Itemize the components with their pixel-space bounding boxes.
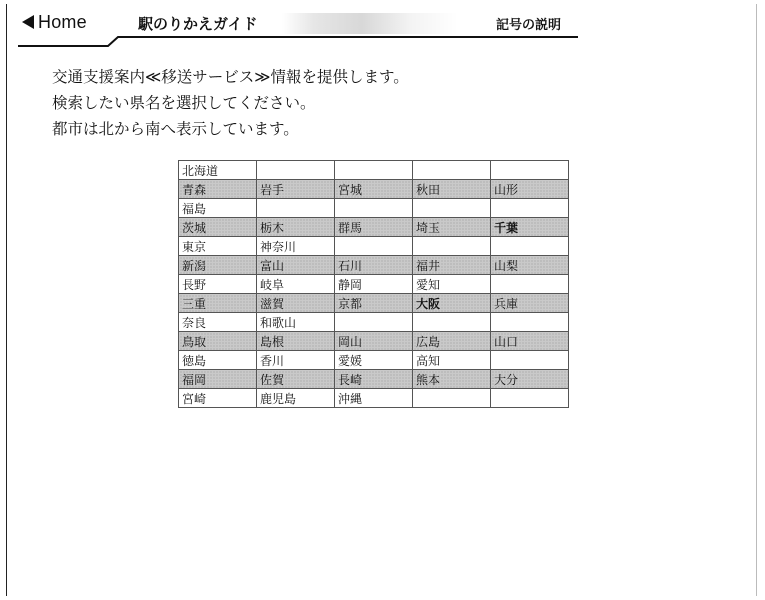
prefecture-cell[interactable]: 福島: [179, 199, 257, 218]
prefecture-cell[interactable]: 宮崎: [179, 389, 257, 408]
left-triangle-arrow-icon: [22, 15, 34, 29]
prefecture-cell[interactable]: 静岡: [335, 275, 413, 294]
prefecture-cell[interactable]: 大分: [491, 370, 569, 389]
prefecture-cell[interactable]: 茨城: [179, 218, 257, 237]
legend-link[interactable]: 記号の説明: [496, 18, 562, 33]
empty-cell: [491, 313, 569, 332]
empty-cell: [413, 161, 491, 180]
prefecture-cell[interactable]: 千葉: [491, 218, 569, 237]
prefecture-cell[interactable]: 神奈川: [257, 237, 335, 256]
header-divider: [18, 34, 578, 48]
prefecture-cell[interactable]: 佐賀: [257, 370, 335, 389]
prefecture-cell[interactable]: 宮城: [335, 180, 413, 199]
table-row: [179, 237, 569, 256]
empty-cell: [491, 237, 569, 256]
page-title: 駅のりかえガイド: [138, 13, 458, 34]
prefecture-cell[interactable]: 群馬: [335, 218, 413, 237]
prefecture-cell[interactable]: 長野: [179, 275, 257, 294]
prefecture-cell[interactable]: 栃木: [257, 218, 335, 237]
prefecture-cell[interactable]: 埼玉: [413, 218, 491, 237]
prefecture-cell[interactable]: 北海道: [179, 161, 257, 180]
empty-cell: [491, 389, 569, 408]
table-row: [179, 275, 569, 294]
prefecture-cell[interactable]: 京都: [335, 294, 413, 313]
prefecture-cell[interactable]: 愛媛: [335, 351, 413, 370]
empty-cell: [335, 199, 413, 218]
prefecture-cell[interactable]: 東京: [179, 237, 257, 256]
prefecture-cell[interactable]: 愛知: [413, 275, 491, 294]
prefecture-cell[interactable]: 岐阜: [257, 275, 335, 294]
empty-cell: [491, 275, 569, 294]
table-row: [179, 370, 569, 389]
prefecture-cell[interactable]: 秋田: [413, 180, 491, 199]
empty-cell: [335, 313, 413, 332]
prefecture-cell[interactable]: 山形: [491, 180, 569, 199]
table-row: [179, 332, 569, 351]
prefecture-cell[interactable]: 沖縄: [335, 389, 413, 408]
table-row: [179, 256, 569, 275]
intro-line: 検索したい県名を選択してください。: [52, 94, 316, 112]
table-row: [179, 389, 569, 408]
table-row: [179, 313, 569, 332]
prefecture-cell[interactable]: 徳島: [179, 351, 257, 370]
prefecture-cell[interactable]: 島根: [257, 332, 335, 351]
home-link[interactable]: [22, 11, 87, 33]
prefecture-cell[interactable]: 山梨: [491, 256, 569, 275]
prefecture-cell[interactable]: 滋賀: [257, 294, 335, 313]
empty-cell: [491, 161, 569, 180]
prefecture-cell[interactable]: 香川: [257, 351, 335, 370]
home-label: Home: [38, 11, 87, 32]
header-bar: [18, 8, 578, 42]
prefecture-cell[interactable]: 福井: [413, 256, 491, 275]
empty-cell: [413, 389, 491, 408]
prefecture-table: [178, 160, 569, 408]
prefecture-cell[interactable]: 熊本: [413, 370, 491, 389]
table-row: [179, 161, 569, 180]
prefecture-cell[interactable]: 石川: [335, 256, 413, 275]
prefecture-cell[interactable]: 青森: [179, 180, 257, 199]
prefecture-cell[interactable]: 奈良: [179, 313, 257, 332]
prefecture-cell[interactable]: 新潟: [179, 256, 257, 275]
prefecture-cell[interactable]: 山口: [491, 332, 569, 351]
empty-cell: [491, 351, 569, 370]
prefecture-cell[interactable]: 広島: [413, 332, 491, 351]
prefecture-cell[interactable]: 鹿児島: [257, 389, 335, 408]
empty-cell: [257, 161, 335, 180]
empty-cell: [335, 161, 413, 180]
prefecture-cell[interactable]: 岡山: [335, 332, 413, 351]
empty-cell: [491, 199, 569, 218]
table-row: [179, 294, 569, 313]
table-row: [179, 218, 569, 237]
intro-line: 都市は北から南へ表示しています。: [52, 120, 299, 138]
table-row: [179, 180, 569, 199]
table-row: [179, 199, 569, 218]
prefecture-cell[interactable]: 和歌山: [257, 313, 335, 332]
prefecture-cell[interactable]: 大阪: [413, 294, 491, 313]
empty-cell: [413, 237, 491, 256]
prefecture-cell[interactable]: 福岡: [179, 370, 257, 389]
prefecture-cell[interactable]: 鳥取: [179, 332, 257, 351]
empty-cell: [335, 237, 413, 256]
table-row: [179, 351, 569, 370]
empty-cell: [413, 199, 491, 218]
empty-cell: [413, 313, 491, 332]
prefecture-cell[interactable]: 富山: [257, 256, 335, 275]
prefecture-cell[interactable]: 兵庫: [491, 294, 569, 313]
prefecture-cell[interactable]: 三重: [179, 294, 257, 313]
empty-cell: [257, 199, 335, 218]
intro-line: 交通支援案内≪移送サービス≫情報を提供します。: [52, 68, 409, 86]
intro-text: [52, 64, 409, 142]
prefecture-cell[interactable]: 高知: [413, 351, 491, 370]
prefecture-cell[interactable]: 長崎: [335, 370, 413, 389]
prefecture-cell[interactable]: 岩手: [257, 180, 335, 199]
